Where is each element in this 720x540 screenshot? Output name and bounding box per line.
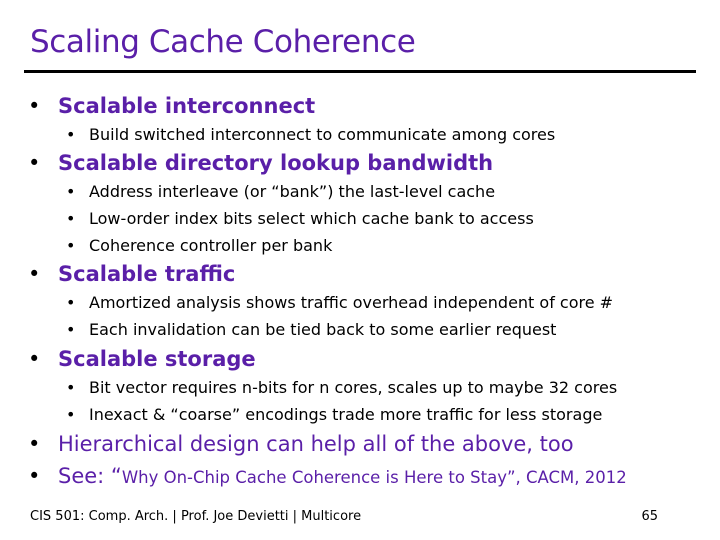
reference-title: Why On-Chip Cache Coherence is Here to Stay <box>121 468 507 487</box>
sub-bullet <box>66 236 332 255</box>
sub-bullet-dot-icon: • <box>66 320 76 339</box>
bullet-hierarchical-design <box>28 432 574 456</box>
sub-bullet-text: Address interleave (or “bank”) the last-level cache <box>89 182 496 201</box>
bullet-text: Hierarchical design can help all of the above, too <box>58 432 574 456</box>
sub-bullet-text: Amortized analysis shows traffic overhead independent of core # <box>89 293 614 312</box>
slide-footer: CIS 501: Comp. Arch. | Prof. Joe Devietti | Multicore <box>30 509 362 524</box>
sub-bullet-dot-icon: • <box>66 209 76 228</box>
sub-bullet-text: Build switched interconnect to communicate among cores <box>89 125 556 144</box>
sub-bullet <box>66 293 613 312</box>
bullet-dot-icon: • <box>28 432 41 456</box>
sub-bullet-text: Each invalidation can be tied back to some earlier request <box>89 320 557 339</box>
sub-bullet-dot-icon: • <box>66 182 76 201</box>
reference-suffix: ”, CACM, 2012 <box>506 468 627 487</box>
sub-bullet-text: Low-order index bits select which cache bank to access <box>89 209 534 228</box>
bullet-text: Scalable interconnect <box>58 94 316 118</box>
sub-bullet-dot-icon: • <box>66 236 76 255</box>
bullet-dot-icon: • <box>28 94 41 118</box>
page-number: 65 <box>641 509 658 524</box>
slide-title: Scaling Cache Coherence <box>30 24 416 60</box>
bullet-scalable-directory <box>28 151 493 175</box>
sub-bullet-dot-icon: • <box>66 405 76 424</box>
sub-bullet-text: Coherence controller per bank <box>89 236 333 255</box>
sub-bullet <box>66 209 534 228</box>
see-prefix: See: “ <box>58 464 122 488</box>
sub-bullet <box>66 378 617 397</box>
sub-bullet-text: Inexact & “coarse” encodings trade more traffic for less storage <box>89 405 603 424</box>
bullet-text: Scalable directory lookup bandwidth <box>58 151 494 175</box>
sub-bullet <box>66 182 495 201</box>
sub-bullet-dot-icon: • <box>66 125 76 144</box>
sub-bullet-dot-icon: • <box>66 378 76 397</box>
sub-bullet <box>66 125 555 144</box>
sub-bullet-dot-icon: • <box>66 293 76 312</box>
bullet-text: Scalable storage <box>58 347 256 371</box>
bullet-scalable-traffic <box>28 262 235 286</box>
title-underline <box>24 70 696 73</box>
sub-bullet <box>66 405 602 424</box>
bullet-dot-icon: • <box>28 151 41 175</box>
bullet-scalable-interconnect <box>28 94 315 118</box>
bullet-scalable-storage <box>28 347 256 371</box>
sub-bullet <box>66 320 556 339</box>
bullet-dot-icon: • <box>28 347 41 371</box>
bullet-see-reference <box>28 464 627 488</box>
bullet-dot-icon: • <box>28 262 41 286</box>
bullet-dot-icon: • <box>28 464 41 488</box>
sub-bullet-text: Bit vector requires n-bits for n cores, scales up to maybe 32 cores <box>89 378 618 397</box>
bullet-text: Scalable traffic <box>58 262 236 286</box>
